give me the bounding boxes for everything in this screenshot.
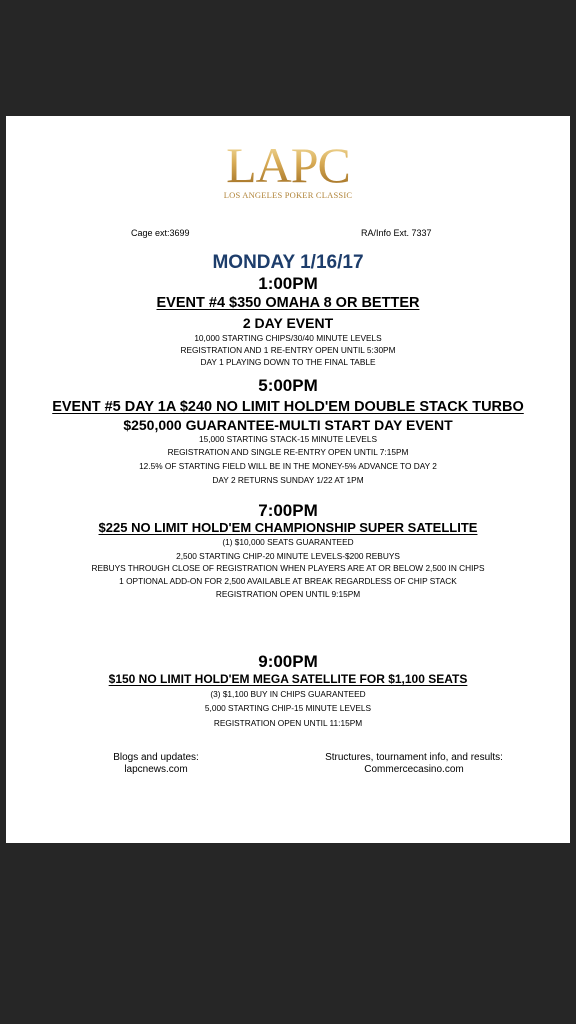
event-detail: REGISTRATION OPEN UNTIL 9:15PM bbox=[215, 589, 361, 599]
logo-subtitle: LOS ANGELES POKER CLASSIC bbox=[223, 190, 353, 200]
flyer-page bbox=[6, 116, 570, 843]
event-title: $225 NO LIMIT HOLD'EM CHAMPIONSHIP SUPER SATELLITE bbox=[98, 520, 478, 535]
event-detail: 1 OPTIONAL ADD-ON FOR 2,500 AVAILABLE AT BREAK REGARDLESS OF CHIP STACK bbox=[119, 576, 457, 586]
event-detail: REBUYS THROUGH CLOSE OF REGISTRATION WHEN PLAYERS ARE AT OR BELOW 2,500 IN CHIPS bbox=[91, 563, 485, 573]
lapc-logo bbox=[222, 137, 354, 202]
event-detail: 12.5% OF STARTING FIELD WILL BE IN THE MONEY-5% ADVANCE TO DAY 2 bbox=[139, 461, 437, 471]
info-extension: RA/Info Ext. 7337 bbox=[361, 228, 432, 238]
event-detail: 15,000 STARTING STACK-15 MINUTE LEVELS bbox=[199, 434, 377, 444]
event-time: 9:00PM bbox=[258, 652, 318, 671]
event-detail: REGISTRATION AND 1 RE-ENTRY OPEN UNTIL 5:30PM bbox=[180, 345, 396, 355]
event-subtitle: $250,000 GUARANTEE-MULTI START DAY EVENT bbox=[123, 417, 453, 433]
footer-right-link[interactable]: Commercecasino.com bbox=[364, 764, 464, 775]
footer-right-label: Structures, tournament info, and results: bbox=[325, 752, 503, 763]
event-detail: (3) $1,100 BUY IN CHIPS GUARANTEED bbox=[210, 689, 366, 699]
event-date: MONDAY 1/16/17 bbox=[212, 252, 364, 273]
footer-left-link[interactable]: lapcnews.com bbox=[124, 764, 188, 775]
event-time: 1:00PM bbox=[258, 274, 318, 293]
cage-extension: Cage ext:3699 bbox=[131, 228, 190, 238]
event-subtitle: 2 DAY EVENT bbox=[242, 315, 334, 331]
event-detail: DAY 2 RETURNS SUNDAY 1/22 AT 1PM bbox=[212, 475, 364, 485]
logo-text: LAPC bbox=[222, 140, 354, 190]
event-detail: 5,000 STARTING CHIP-15 MINUTE LEVELS bbox=[204, 703, 372, 713]
event-title: EVENT #4 $350 OMAHA 8 OR BETTER bbox=[156, 295, 420, 311]
event-title: $150 NO LIMIT HOLD'EM MEGA SATELLITE FOR $1,100 SEATS bbox=[108, 672, 468, 686]
event-detail: DAY 1 PLAYING DOWN TO THE FINAL TABLE bbox=[200, 357, 376, 367]
event-time: 5:00PM bbox=[258, 376, 318, 395]
footer-left-label: Blogs and updates: bbox=[113, 752, 199, 763]
event-detail: 10,000 STARTING CHIPS/30/40 MINUTE LEVELS bbox=[194, 333, 382, 343]
event-detail: 2,500 STARTING CHIP-20 MINUTE LEVELS-$200 REBUYS bbox=[176, 551, 400, 561]
event-title: EVENT #5 DAY 1A $240 NO LIMIT HOLD'EM DOUBLE STACK TURBO bbox=[52, 399, 524, 415]
event-detail: (1) $10,000 SEATS GUARANTEED bbox=[222, 537, 354, 547]
event-detail: REGISTRATION AND SINGLE RE-ENTRY OPEN UNTIL 7:15PM bbox=[167, 447, 409, 457]
event-detail: REGISTRATION OPEN UNTIL 11:15PM bbox=[213, 718, 363, 728]
event-time: 7:00PM bbox=[258, 501, 318, 520]
